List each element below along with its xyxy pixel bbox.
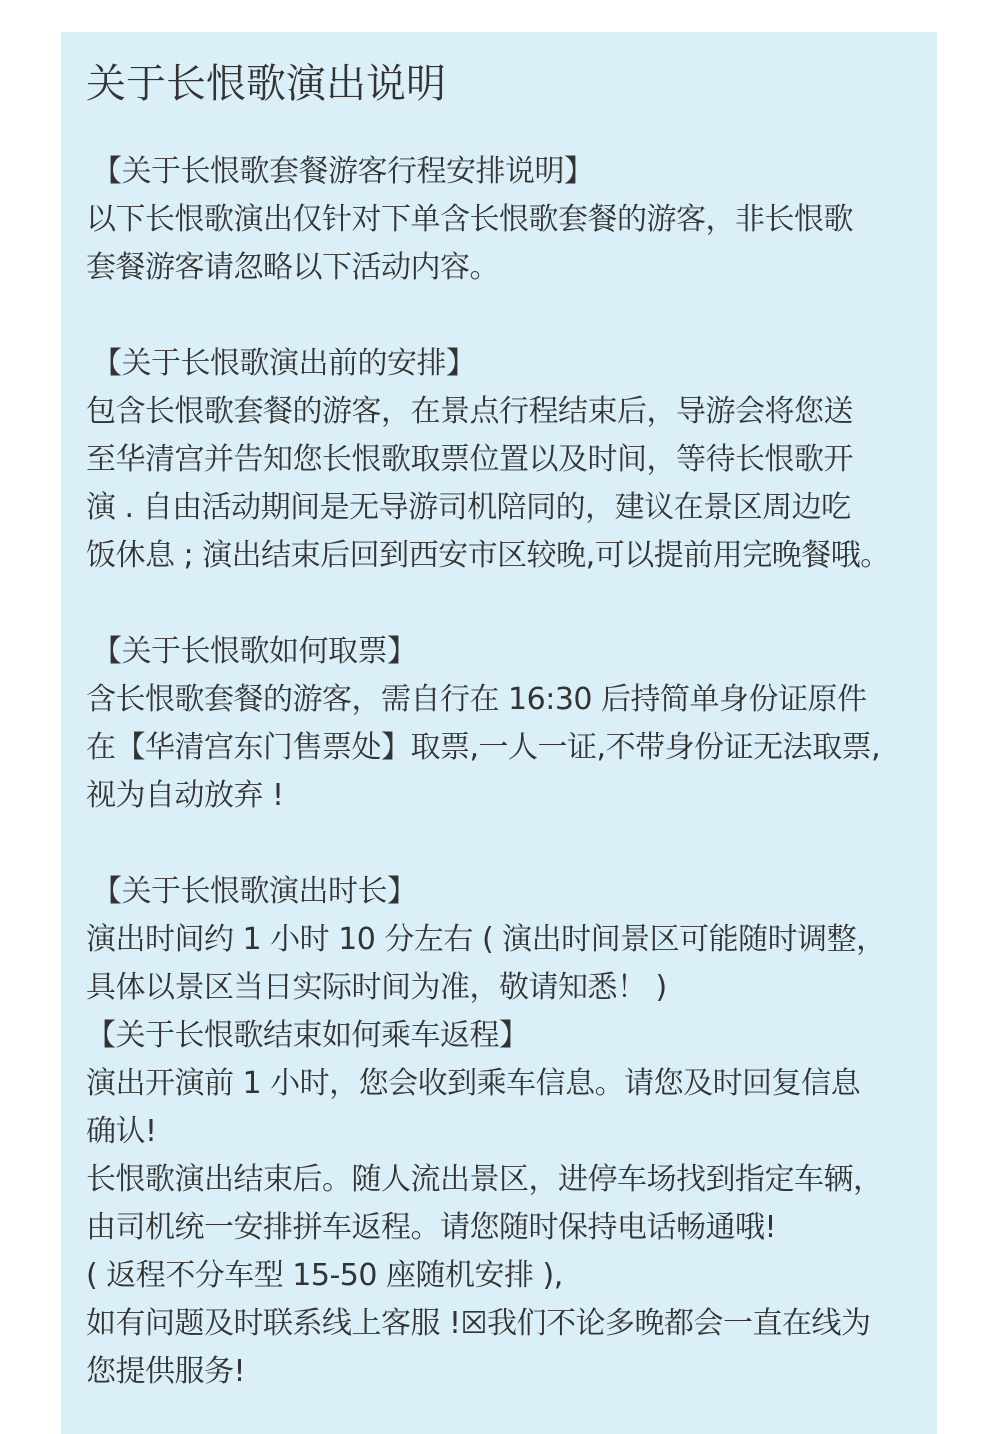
paragraph-line: 视为自动放弃 ! (86, 778, 284, 813)
notice-body (86, 148, 913, 1396)
paragraph-line: 长恨歌演出结束后。随人流出景区，进停车场找到指定车辆， (86, 1162, 883, 1197)
paragraph-line: 饭休息 ; 演出结束后回到西安市区较晚,可以提前用完晚餐哦。 (86, 538, 890, 573)
spacer (86, 820, 913, 868)
paragraph-line: 您提供服务! (86, 1354, 246, 1389)
section-heading-duration: 【关于长恨歌演出时长】 (92, 874, 417, 909)
paragraph-line: 在【华清宫东门售票处】取票,一人一证,不带身份证无法取票, (86, 730, 881, 765)
section-heading-before-show: 【关于长恨歌演出前的安排】 (92, 346, 476, 381)
paragraph-line: 确认! (86, 1114, 157, 1149)
paragraph-line: 由司机统一安排拼车返程。请您随时保持电话畅通哦! (86, 1210, 777, 1245)
paragraph-line: 包含长恨歌套餐的游客，在景点行程结束后，导游会将您送 (86, 394, 853, 429)
paragraph-line: 演出时间约 1 小时 10 分左右 ( 演出时间景区可能随时调整， (86, 922, 886, 957)
section-heading-return: 【关于长恨歌结束如何乘车返程】 (86, 1018, 529, 1053)
paragraph-line: 以下长恨歌演出仅针对下单含长恨歌套餐的游客，非长恨歌 (86, 202, 853, 237)
paragraph-line: 套餐游客请忽略以下活动内容。 (86, 250, 499, 285)
paragraph-line: 具体以景区当日实际时间为准，敬请知悉！ ) (86, 970, 667, 1005)
spacer (86, 292, 913, 340)
paragraph-line: 如有问题及时联系线上客服 !☒我们不论多晚都会一直在线为 (86, 1306, 871, 1341)
paragraph-line: 演 . 自由活动期间是无导游司机陪同的，建议在景区周边吃 (86, 490, 851, 525)
section-heading-itinerary: 【关于长恨歌套餐游客行程安排说明】 (92, 154, 594, 189)
paragraph-line: 演出开演前 1 小时，您会收到乘车信息。请您及时回复信息 (86, 1066, 861, 1101)
section-heading-tickets: 【关于长恨歌如何取票】 (92, 634, 417, 669)
paragraph-line: 至华清宫并告知您长恨歌取票位置以及时间，等待长恨歌开 (86, 442, 853, 477)
notice-card (61, 32, 937, 1434)
spacer (86, 580, 913, 628)
page-title: 关于长恨歌演出说明 (86, 61, 446, 107)
paragraph-line: ( 返程不分车型 15-50 座随机安排 ), (86, 1258, 563, 1293)
paragraph-line: 含长恨歌套餐的游客，需自行在 16:30 后持简单身份证原件 (86, 682, 867, 717)
